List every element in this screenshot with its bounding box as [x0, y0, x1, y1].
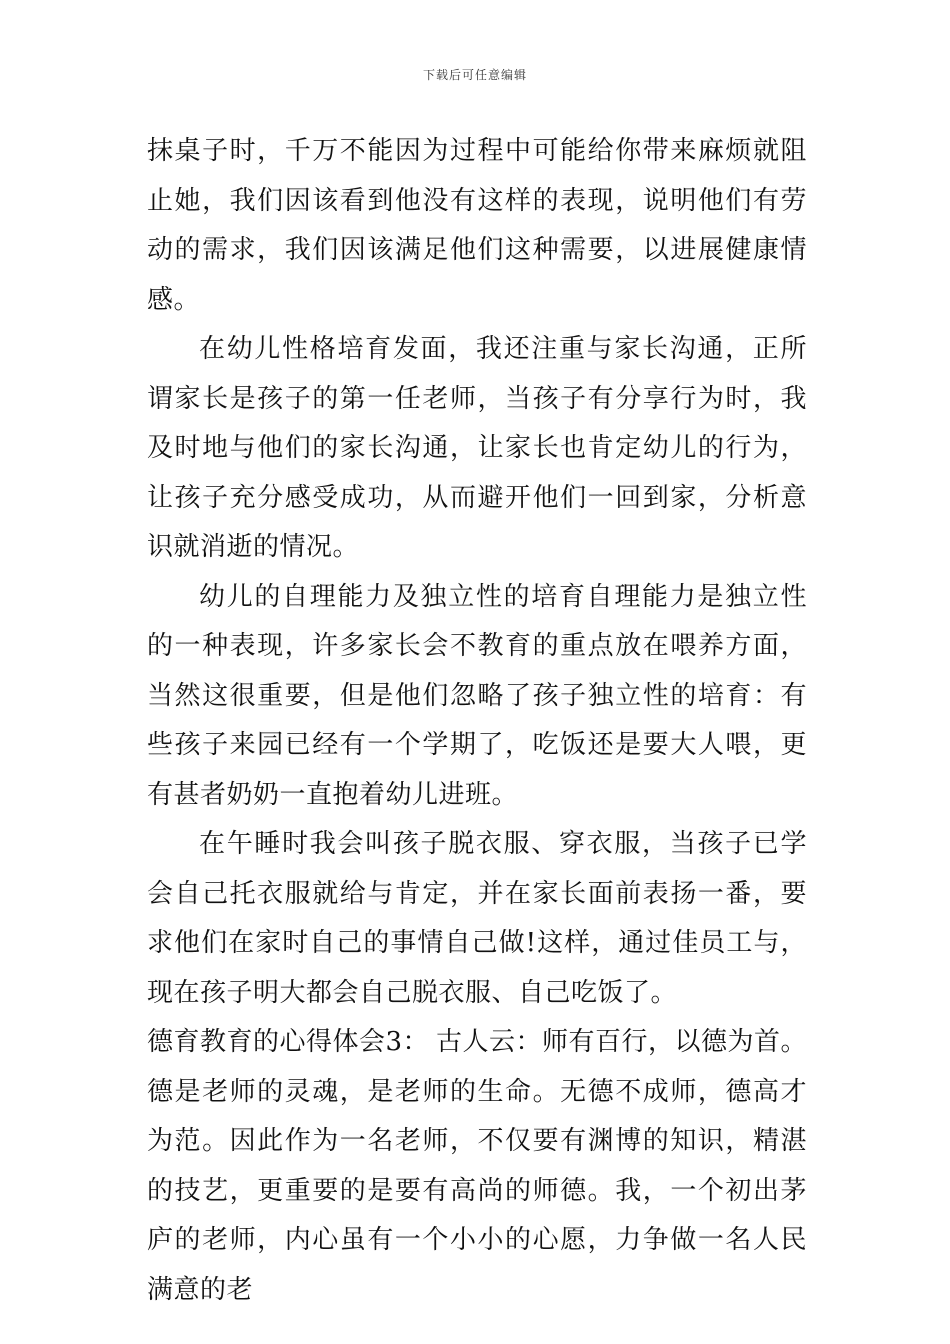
section-quote: 古人云：师有百行，以德为首。: [435, 1027, 807, 1057]
section-body: 德是老师的灵魂，是老师的生命。无德不成师，德高才为范。因此作为一名老师，不仅要有渊博的知识，精湛的技艺，更重要的是要有高尚的师德。我，一个初出茅庐的老师，内心虽有一个小小的心愿，力争做一名人民满意的老: [147, 1076, 807, 1305]
paragraph-3: 幼儿的自理能力及独立性的培育自理能力是独立性的一种表现，许多家长会不教育的重点放在喂养方面，当然这很重要，但是他们忽略了孩子独立性的培育：有些孩子来园已经有一个学期了，吃饭还是要大人喂，更有甚者奶奶一直抱着幼儿进班。: [147, 581, 807, 810]
paragraph-2: 在幼儿性格培育发面，我还注重与家长沟通，正所谓家长是孩子的第一任老师，当孩子有分享行为时，我及时地与他们的家长沟通，让家长也肯定幼儿的行为，让孩子充分感受成功，从而避开他们一回到家，分析意识就消逝的情况。: [147, 334, 807, 562]
document-body: [147, 127, 807, 1315]
paragraph-4: 在午睡时我会叫孩子脱衣服、穿衣服，当孩子已学会自己托衣服就给与肯定，并在家长面前表扬一番，要求他们在家时自己的事情自己做!这样，通过佳员工与，现在孩子明大都会自己脱衣服、自己吃饭了。: [147, 829, 807, 1008]
section-heading-line: [147, 1018, 807, 1068]
page-header: 下载后可任意编辑: [422, 68, 527, 82]
paragraph-1: 抹桌子时，千万不能因为过程中可能给你带来麻烦就阻止她，我们因该看到他没有这样的表现，说明他们有劳动的需求，我们因该满足他们这种需要，以进展健康情感。: [147, 136, 807, 315]
section-title: 德育教育的心得体会3：: [147, 1027, 430, 1057]
